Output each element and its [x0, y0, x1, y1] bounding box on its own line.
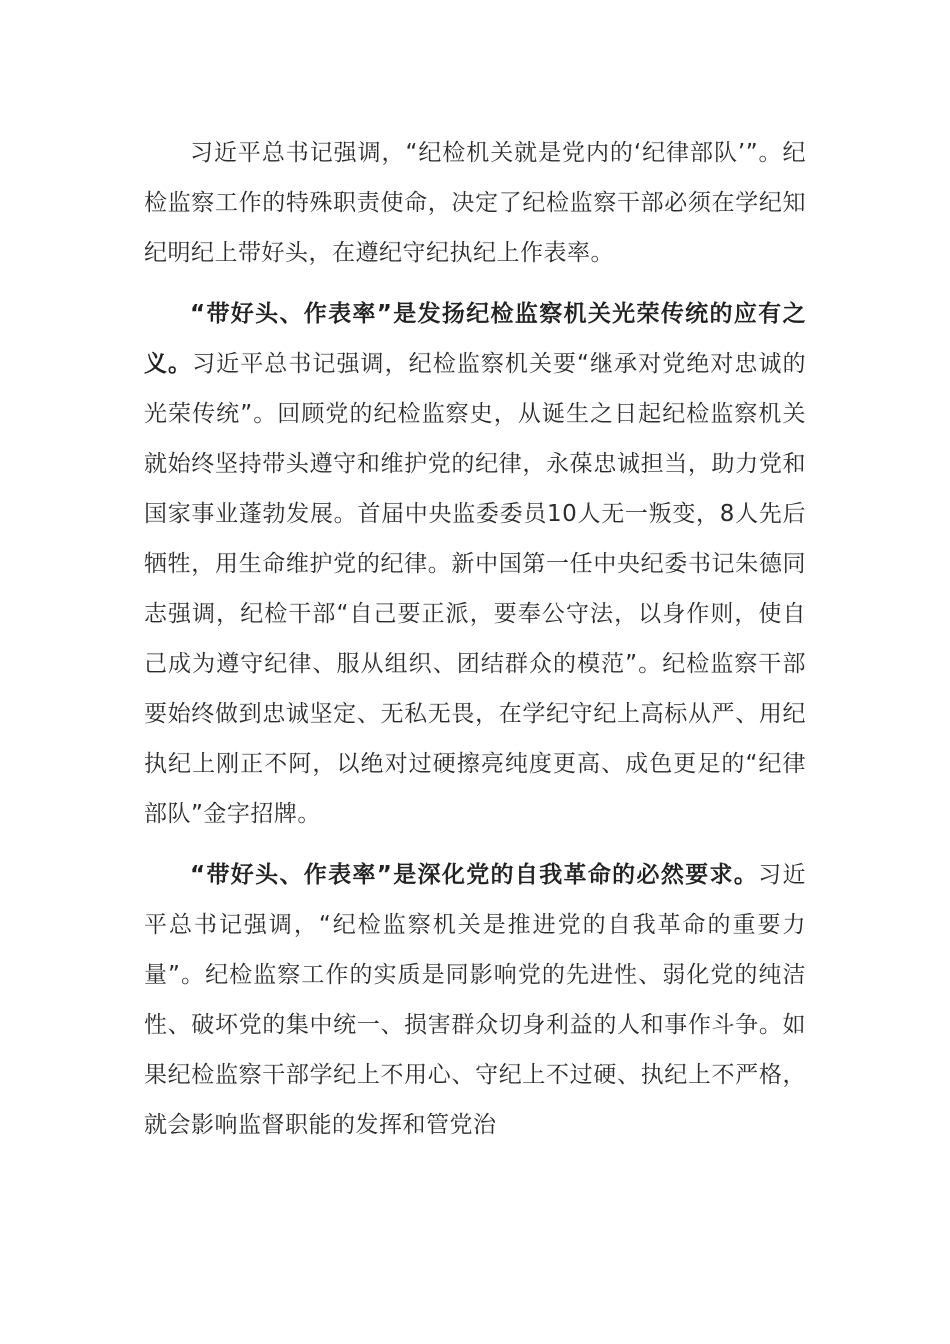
- paragraph-self-revolution: [144, 850, 806, 1150]
- paragraph-self-revolution-text: 习近平总书记强调，“纪检监察机关是推进党的自我革命的重要力量”。纪检监察工作的实质是同影响党的先进性、弱化党的纯洁性、破坏党的集中统一、损害群众切身利益的人和事作斗争。如果纪检监察干部学纪上不用心、守纪上不过硬、执纪上不严格，就会影响监督职能的发挥和管党治: [144, 862, 807, 1138]
- paragraph-tradition: [144, 289, 806, 839]
- document-body: [144, 128, 806, 1150]
- paragraph-intro-text: 习近平总书记强调，“纪检机关就是党内的‘纪律部队’”。纪检监察工作的特殊职责使命，决定了纪检监察干部必须在学纪知纪明纪上带好头，在遵纪守纪执纪上作表率。: [144, 140, 806, 266]
- paragraph-tradition-text: 习近平总书记强调，纪检监察机关要“继承对党绝对忠诚的光荣传统”。回顾党的纪检监察史，从诞生之日起纪检监察机关就始终坚持带头遵守和维护党的纪律，永葆忠诚担当，助力党和国家事业蓬勃发展。首届中央监委委员10人无一叛变，8人先后牺牲，用生命维护党的纪律。新中国第一任中央纪委书记朱德同志强调，纪检干部“自己要正派，要奉公守法，以身作则，使自己成为遵守纪律、服从组织、团结群众的模范”。纪检监察干部要始终做到忠诚坚定、无私无畏，在学纪守纪上高标从严、用纪执纪上刚正不阿，以绝对过硬擦亮纯度更高、成色更足的“纪律部队”金字招牌。: [144, 351, 807, 827]
- paragraph-intro: [144, 128, 806, 278]
- paragraph-tradition-lead: “带好头、作表率”是发扬纪检监察机关光荣传统的应有之义。: [144, 301, 806, 377]
- paragraph-self-revolution-lead: “带好头、作表率”是深化党的自我革命的必然要求。: [190, 862, 759, 888]
